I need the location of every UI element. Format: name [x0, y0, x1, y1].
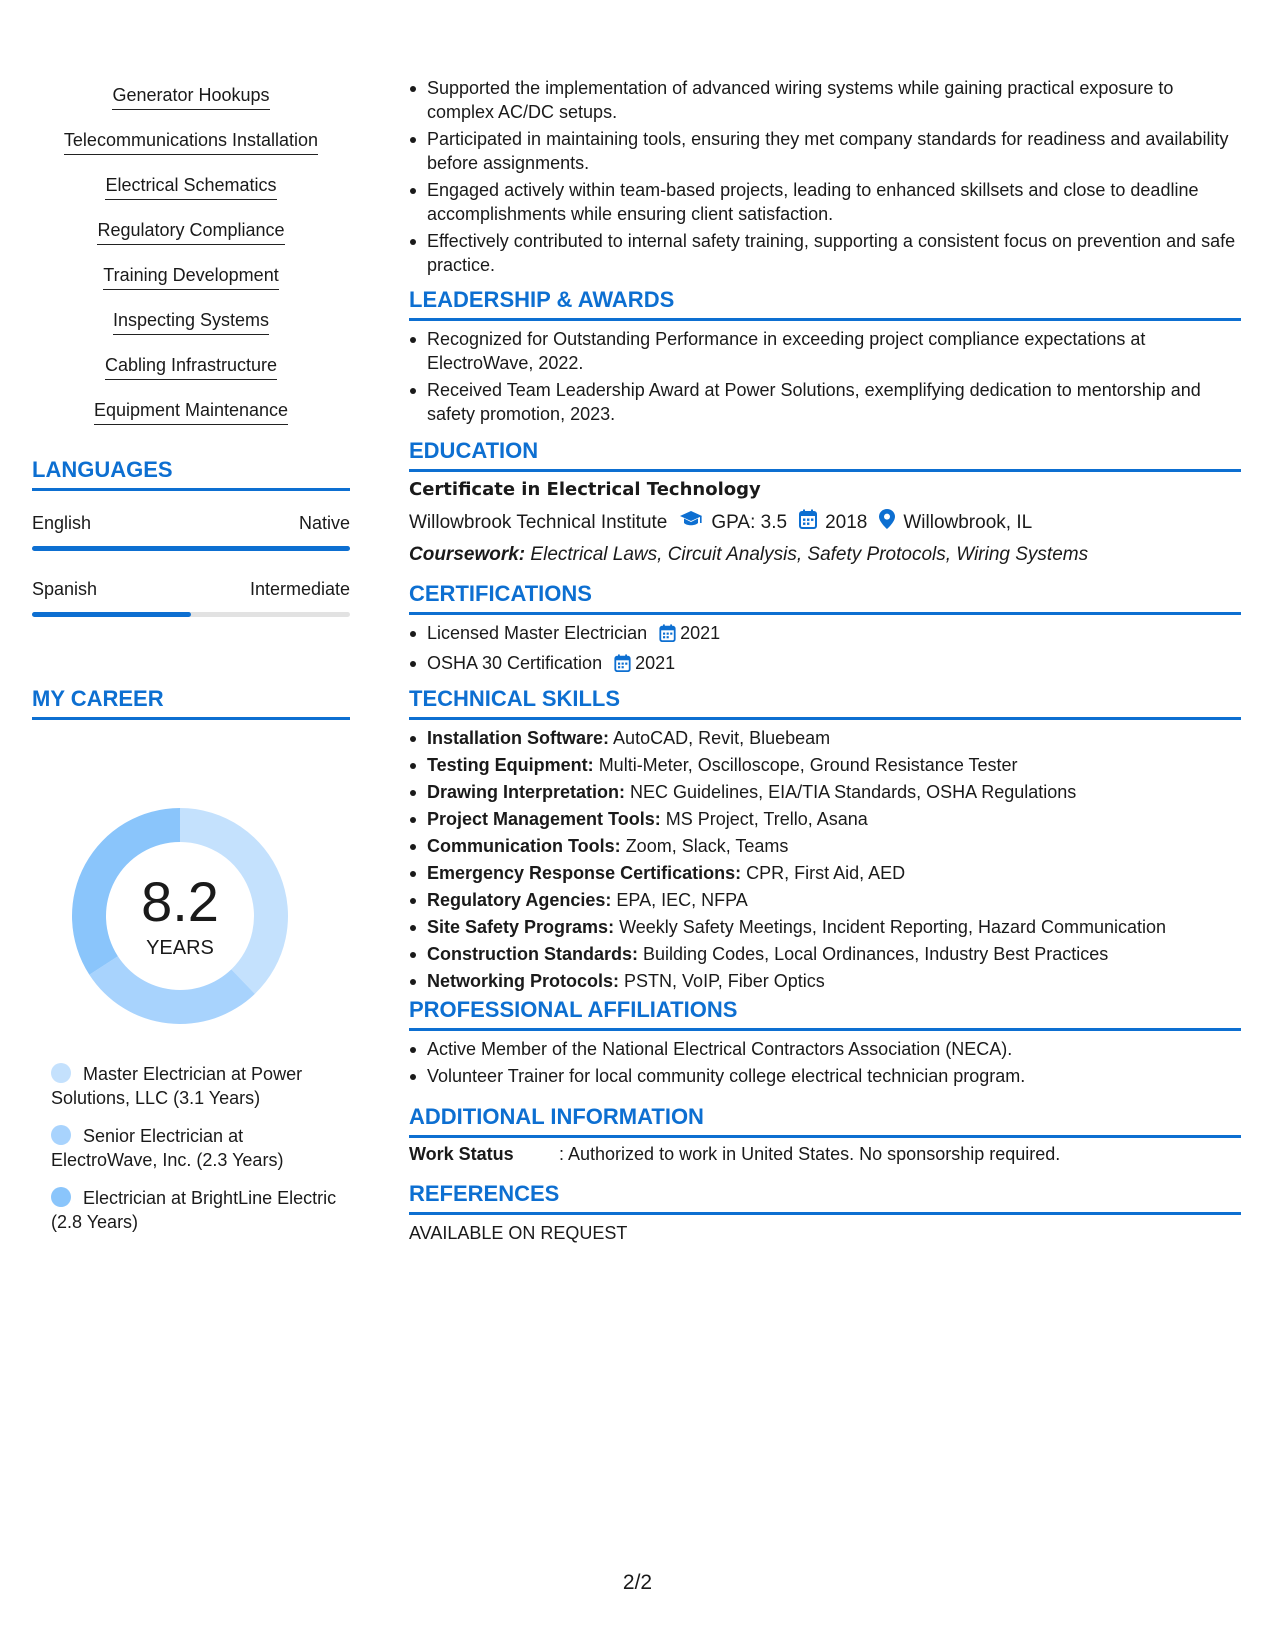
skill-item: Equipment Maintenance: [32, 399, 350, 444]
list-item: Testing Equipment: Multi-Meter, Oscilloscope, Ground Resistance Tester: [409, 753, 1241, 777]
list-item: Participated in maintaining tools, ensuring they met company standards for readiness and availability before assignments.: [409, 127, 1241, 175]
location-pin-icon: [879, 509, 895, 536]
career-unit: YEARS: [146, 937, 214, 959]
career-legend-item: Electrician at BrightLine Electric (2.8 Years): [51, 1188, 337, 1232]
school-name: Willowbrook Technical Institute: [409, 511, 668, 533]
calendar-icon: [659, 624, 676, 648]
page-number: 2/2: [622, 1571, 653, 1594]
graduation-year: 2018: [825, 511, 868, 533]
list-item: Received Team Leadership Award at Power Solutions, exemplifying dedication to mentorship and safety promotion, 2023.: [409, 378, 1241, 426]
school-location: Willowbrook, IL: [903, 511, 1033, 533]
list-item: Emergency Response Certifications: CPR, First Aid, AED: [409, 861, 1241, 885]
additional-info-heading: ADDITIONAL INFORMATION: [409, 1104, 1241, 1138]
language-name: English: [32, 513, 92, 533]
work-status-label: Work Status: [409, 1144, 514, 1164]
skill-item: Regulatory Compliance: [32, 219, 350, 264]
legend-dot-icon: [51, 1063, 71, 1083]
list-item: Communication Tools: Zoom, Slack, Teams: [409, 834, 1241, 858]
technical-skills-list: [409, 726, 1241, 996]
coursework: Coursework: Electrical Laws, Circuit Analysis, Safety Protocols, Wiring Systems: [409, 544, 1089, 565]
references-text: AVAILABLE ON REQUEST: [409, 1223, 628, 1243]
education-heading: EDUCATION: [409, 438, 1241, 472]
list-item: Active Member of the National Electrical Contractors Association (NECA).: [409, 1037, 1241, 1061]
list-item: Construction Standards: Building Codes, Local Ordinances, Industry Best Practices: [409, 942, 1241, 966]
awards-list: [409, 327, 1241, 429]
work-status-value: : Authorized to work in United States. No sponsorship required.: [559, 1144, 1061, 1164]
list-item: Installation Software: AutoCAD, Revit, Bluebeam: [409, 726, 1241, 750]
skill-item: Cabling Infrastructure: [32, 354, 350, 399]
list-item: Project Management Tools: MS Project, Trello, Asana: [409, 807, 1241, 831]
education-entry: [409, 478, 1241, 567]
list-item: Regulatory Agencies: EPA, IEC, NFPA: [409, 888, 1241, 912]
skill-item: Electrical Schematics: [32, 174, 350, 219]
certifications-heading: CERTIFICATIONS: [409, 581, 1241, 615]
certifications-list: [409, 621, 1241, 681]
technical-skills-heading: TECHNICAL SKILLS: [409, 686, 1241, 720]
list-item: Site Safety Programs: Weekly Safety Meetings, Incident Reporting, Hazard Communication: [409, 915, 1241, 939]
language-english: [32, 512, 350, 551]
skill-item: Generator Hookups: [32, 84, 350, 129]
language-bar: [32, 612, 350, 617]
skill-item: Training Development: [32, 264, 350, 309]
language-bar-fill: [32, 612, 191, 617]
career-legend-item: Senior Electrician at ElectroWave, Inc. (2.3 Years): [51, 1126, 284, 1170]
affiliations-heading: PROFESSIONAL AFFILIATIONS: [409, 997, 1241, 1031]
degree-title: Certificate in Electrical Technology: [409, 479, 761, 500]
career-legend: [51, 1062, 341, 1248]
graduation-cap-icon: [679, 510, 703, 535]
languages-heading: LANGUAGES: [32, 457, 350, 491]
list-item: Volunteer Trainer for local community college electrical technician program.: [409, 1064, 1241, 1088]
skill-item: Telecommunications Installation: [32, 129, 350, 174]
skills-list: [32, 84, 350, 444]
affiliations-list: [409, 1037, 1241, 1091]
career-legend-item: Master Electrician at Power Solutions, LLC (3.1 Years): [51, 1064, 303, 1108]
work-status-row: [409, 1142, 1241, 1166]
list-item: Recognized for Outstanding Performance in exceeding project compliance expectations at ElectroWave, 2022.: [409, 327, 1241, 375]
language-level: Native: [298, 513, 350, 533]
list-item: Licensed Master Electrician 2021: [409, 621, 1241, 648]
experience-bullets: [409, 76, 1241, 280]
calendar-icon: [799, 509, 817, 536]
list-item: Supported the implementation of advanced wiring systems while gaining practical exposure to complex AC/DC setups.: [409, 76, 1241, 124]
gpa: GPA: 3.5: [711, 511, 788, 533]
legend-dot-icon: [51, 1125, 71, 1145]
career-total: 8.2: [141, 870, 219, 933]
language-level: Intermediate: [249, 579, 350, 599]
list-item: Networking Protocols: PSTN, VoIP, Fiber Optics: [409, 969, 1241, 993]
language-bar: [32, 546, 350, 551]
education-details: [409, 509, 1241, 536]
list-item: Drawing Interpretation: NEC Guidelines, EIA/TIA Standards, OSHA Regulations: [409, 780, 1241, 804]
references-heading: REFERENCES: [409, 1181, 1241, 1215]
awards-heading: LEADERSHIP & AWARDS: [409, 287, 1241, 321]
language-name: Spanish: [32, 579, 98, 599]
skill-item: Inspecting Systems: [32, 309, 350, 354]
list-item: Engaged actively within team-based projects, leading to enhanced skillsets and close to deadline accomplishments while ensuring client satisfaction.: [409, 178, 1241, 226]
list-item: OSHA 30 Certification 2021: [409, 651, 1241, 678]
legend-dot-icon: [51, 1187, 71, 1207]
language-bar-fill: [32, 546, 350, 551]
language-spanish: [32, 578, 350, 617]
career-donut-chart: [66, 802, 294, 1030]
career-heading: MY CAREER: [32, 686, 350, 720]
calendar-icon: [614, 654, 631, 678]
list-item: Effectively contributed to internal safety training, supporting a consistent focus on prevention and safe practice.: [409, 229, 1241, 277]
